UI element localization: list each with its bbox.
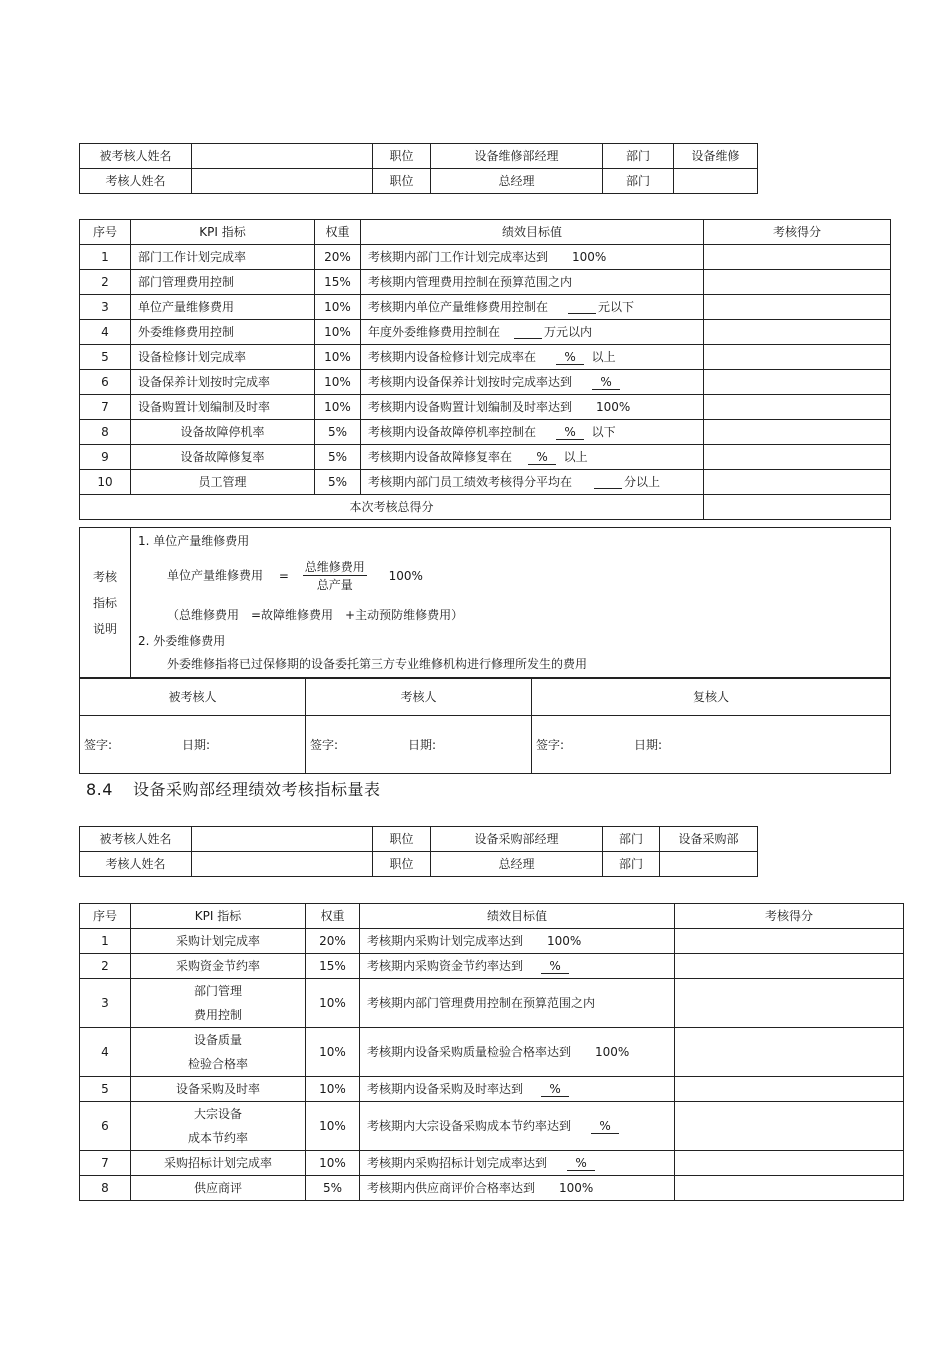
- notes-content: [131, 528, 891, 679]
- department-value: 设备采购部: [660, 827, 758, 852]
- section-title: [86, 777, 380, 800]
- table-row: [80, 295, 891, 320]
- col-header-no: 序号: [80, 220, 131, 245]
- kpi-target: [361, 270, 704, 295]
- table-row: [80, 420, 891, 445]
- sheet1-sign-table: [79, 677, 891, 774]
- department-value-field[interactable]: [660, 852, 758, 877]
- date-label: 日期:: [408, 737, 437, 752]
- department-label: 部门: [603, 827, 660, 852]
- kpi-target: [361, 320, 704, 345]
- percent-blank[interactable]: %: [567, 1156, 595, 1171]
- sheet2-kpi-table: [79, 903, 904, 1201]
- target-text: 考核期内设备保养计划按时完成率达到: [368, 374, 573, 389]
- table-row: [80, 1102, 904, 1151]
- sign-label: 签字:: [84, 737, 113, 752]
- score-field[interactable]: [704, 320, 891, 345]
- kpi-target: [360, 929, 675, 954]
- note-item1-title: 1. 单位产量维修费用: [138, 534, 250, 548]
- table-row: [80, 445, 891, 470]
- row-no: 5: [80, 345, 131, 370]
- table-row: [80, 395, 891, 420]
- note-formula-detail: （总维修费用 =故障维修费用 +主动预防维修费用）: [167, 608, 464, 622]
- kpi-weight: 5%: [315, 445, 361, 470]
- row-no: 8: [80, 1176, 131, 1201]
- evaluator-name-field[interactable]: [192, 852, 373, 877]
- kpi-target: [361, 470, 704, 495]
- row-no: 3: [80, 979, 131, 1028]
- kpi-target: [361, 395, 704, 420]
- table-row: [80, 954, 904, 979]
- evaluatee-name-field[interactable]: [192, 827, 373, 852]
- kpi-name-line: 设备质量: [193, 1033, 242, 1047]
- role-evaluatee: 被考核人: [80, 678, 306, 716]
- kpi-weight: 10%: [315, 320, 361, 345]
- notes-label-line: 指标: [92, 596, 117, 610]
- kpi-target: [360, 1102, 675, 1151]
- kpi-name: 设备检修计划完成率: [131, 345, 315, 370]
- notes-label-line: 考核: [92, 570, 117, 584]
- kpi-name: 员工管理: [131, 470, 315, 495]
- kpi-target: [361, 245, 704, 270]
- note-formula: [167, 560, 423, 592]
- sign-cell-reviewer[interactable]: [532, 716, 891, 774]
- table-row: [80, 320, 891, 345]
- table-row: [80, 929, 904, 954]
- kpi-weight: 10%: [315, 295, 361, 320]
- kpi-name-line: 成本节约率: [187, 1131, 248, 1145]
- col-header-no: 序号: [80, 904, 131, 929]
- score-field[interactable]: [704, 345, 891, 370]
- col-header-weight: 权重: [315, 220, 361, 245]
- formula-fraction: [303, 560, 367, 592]
- col-header-score: 考核得分: [675, 904, 904, 929]
- row-no: 5: [80, 1077, 131, 1102]
- kpi-name: [131, 1102, 306, 1151]
- kpi-weight: 10%: [306, 1028, 360, 1077]
- department-label: 部门: [603, 169, 674, 194]
- target-suffix: 100%: [595, 1045, 630, 1059]
- target-suffix: 万元以内: [544, 325, 593, 339]
- kpi-weight: 10%: [306, 1077, 360, 1102]
- score-field[interactable]: [675, 1176, 904, 1201]
- kpi-name: 供应商评: [131, 1176, 306, 1201]
- formula-numerator: 总维修费用: [304, 560, 365, 574]
- kpi-name: 部门工作计划完成率: [131, 245, 315, 270]
- role-reviewer: 复核人: [532, 678, 891, 716]
- target-text: 考核期内单位产量维修费用控制在: [368, 300, 549, 314]
- kpi-weight: 10%: [315, 370, 361, 395]
- kpi-weight: 5%: [315, 420, 361, 445]
- position-value: 总经理: [431, 169, 603, 194]
- evaluator-name-label: 考核人姓名: [80, 169, 192, 194]
- notes-label-line: 说明: [92, 622, 117, 636]
- kpi-weight: 10%: [306, 979, 360, 1028]
- target-text: 考核期内设备采购质量检验合格率达到: [367, 1045, 572, 1059]
- percent-blank[interactable]: %: [541, 959, 569, 974]
- kpi-target: [360, 1028, 675, 1077]
- col-header-weight: 权重: [306, 904, 360, 929]
- row-no: 3: [80, 295, 131, 320]
- row-no: 6: [80, 370, 131, 395]
- row-no: 4: [80, 320, 131, 345]
- score-field[interactable]: [704, 395, 891, 420]
- target-text: 考核期内部门管理费用控制在预算范围之内: [367, 996, 596, 1010]
- kpi-name: 采购招标计划完成率: [131, 1151, 306, 1176]
- row-no: 1: [80, 929, 131, 954]
- kpi-name: 设备故障修复率: [131, 445, 315, 470]
- role-evaluator: 考核人: [306, 678, 532, 716]
- position-label: 职位: [373, 169, 431, 194]
- score-field[interactable]: [704, 270, 891, 295]
- total-row: [80, 495, 891, 520]
- note-item2-title: 2. 外委维修费用: [138, 634, 226, 648]
- notes-label: [80, 528, 131, 679]
- sign-cell-evaluatee[interactable]: [80, 716, 306, 774]
- kpi-name: 设备购置计划编制及时率: [131, 395, 315, 420]
- target-text: 考核期内部门员工绩效考核得分平均在: [368, 475, 573, 489]
- kpi-target: [360, 954, 675, 979]
- kpi-name: [131, 1028, 306, 1077]
- score-field[interactable]: [675, 979, 904, 1028]
- kpi-target: [360, 1151, 675, 1176]
- kpi-name: 外委维修费用控制: [131, 320, 315, 345]
- date-label: 日期:: [182, 737, 211, 752]
- department-label: 部门: [603, 144, 674, 169]
- sheet1-kpi-table: [79, 219, 891, 520]
- target-text: 考核期内设备故障修复率在: [368, 449, 513, 464]
- formula-factor: 100%: [388, 568, 423, 583]
- col-header-kpi: KPI 指标: [131, 904, 306, 929]
- score-field[interactable]: [675, 1102, 904, 1151]
- section-number: 8.4: [86, 780, 113, 799]
- kpi-name: 采购计划完成率: [131, 929, 306, 954]
- col-header-kpi: KPI 指标: [131, 220, 315, 245]
- kpi-weight: 10%: [315, 395, 361, 420]
- kpi-name: 采购资金节约率: [131, 954, 306, 979]
- position-value: 设备维修部经理: [431, 144, 603, 169]
- target-text: 考核期内采购招标计划完成率达到: [367, 1155, 548, 1170]
- total-score-label: 本次考核总得分: [80, 495, 704, 520]
- kpi-weight: 5%: [306, 1176, 360, 1201]
- fill-blank[interactable]: [568, 301, 596, 314]
- kpi-target: [361, 420, 704, 445]
- fill-blank[interactable]: [514, 326, 542, 339]
- kpi-weight: 20%: [306, 929, 360, 954]
- kpi-target: [360, 979, 675, 1028]
- row-no: 7: [80, 1151, 131, 1176]
- kpi-weight: 5%: [315, 470, 361, 495]
- evaluatee-name-label: 被考核人姓名: [80, 144, 192, 169]
- kpi-target: [361, 370, 704, 395]
- kpi-name-line: 部门管理: [193, 984, 242, 998]
- target-text: 考核期内采购资金节约率达到: [367, 958, 524, 973]
- department-label: 部门: [603, 852, 660, 877]
- row-no: 8: [80, 420, 131, 445]
- kpi-name-line: 费用控制: [193, 1008, 242, 1022]
- target-text: 考核期内设备购置计划编制及时率达到: [368, 400, 573, 414]
- target-text: 考核期内采购计划完成率达到: [367, 934, 524, 948]
- percent-blank[interactable]: %: [528, 450, 556, 465]
- percent-blank[interactable]: %: [556, 350, 584, 365]
- score-field[interactable]: [675, 1028, 904, 1077]
- kpi-weight: 10%: [306, 1151, 360, 1176]
- row-no: 2: [80, 270, 131, 295]
- score-field[interactable]: [704, 470, 891, 495]
- table-row: [80, 1151, 904, 1176]
- percent-blank[interactable]: %: [592, 375, 620, 390]
- kpi-name: 部门管理费用控制: [131, 270, 315, 295]
- position-value: 设备采购部经理: [431, 827, 603, 852]
- fill-blank[interactable]: [594, 476, 622, 489]
- target-text: 考核期内设备故障停机率控制在: [368, 424, 537, 439]
- kpi-weight: 10%: [306, 1102, 360, 1151]
- kpi-weight: 10%: [315, 345, 361, 370]
- row-no: 7: [80, 395, 131, 420]
- score-field[interactable]: [704, 445, 891, 470]
- target-text: 考核期内设备采购及时率达到: [367, 1081, 524, 1096]
- col-header-score: 考核得分: [704, 220, 891, 245]
- score-field[interactable]: [675, 1151, 904, 1176]
- target-suffix: 以上: [591, 349, 616, 364]
- department-value-field[interactable]: [674, 169, 758, 194]
- position-value: 总经理: [431, 852, 603, 877]
- target-text: 考核期内大宗设备采购成本节约率达到: [367, 1118, 572, 1133]
- evaluator-name-field[interactable]: [192, 169, 373, 194]
- kpi-name: 设备采购及时率: [131, 1077, 306, 1102]
- formula-eq: =: [278, 568, 289, 583]
- score-field[interactable]: [675, 929, 904, 954]
- table-row: [80, 1176, 904, 1201]
- department-value: 设备维修: [674, 144, 758, 169]
- kpi-name: [131, 979, 306, 1028]
- formula-denominator: 总产量: [316, 578, 353, 592]
- score-field[interactable]: [675, 1077, 904, 1102]
- target-text: 考核期内管理费用控制在预算范围之内: [368, 275, 573, 289]
- kpi-name-line: 检验合格率: [187, 1057, 248, 1071]
- score-field[interactable]: [704, 245, 891, 270]
- sheet1-header-table: [79, 143, 758, 194]
- date-label: 日期:: [634, 737, 663, 752]
- evaluator-name-label: 考核人姓名: [80, 852, 192, 877]
- table-row: [80, 1077, 904, 1102]
- target-suffix: 100%: [559, 1181, 594, 1195]
- row-no: 6: [80, 1102, 131, 1151]
- table-row: [80, 470, 891, 495]
- target-suffix: 分以上: [624, 475, 661, 489]
- sheet1-notes-table: [79, 527, 891, 679]
- kpi-target: [360, 1176, 675, 1201]
- note-item2-text: 外委维修指将已过保修期的设备委托第三方专业维修机构进行修理所发生的费用: [167, 657, 588, 671]
- score-field[interactable]: [704, 295, 891, 320]
- target-text: 考核期内设备检修计划完成率在: [368, 349, 537, 364]
- target-suffix: 元以下: [598, 300, 635, 314]
- percent-blank[interactable]: %: [591, 1119, 619, 1134]
- kpi-name: 单位产量维修费用: [131, 295, 315, 320]
- table-row: [80, 1028, 904, 1077]
- sign-cell-evaluator[interactable]: [306, 716, 532, 774]
- position-label: 职位: [373, 144, 431, 169]
- kpi-name: 设备保养计划按时完成率: [131, 370, 315, 395]
- kpi-target: [361, 345, 704, 370]
- score-field[interactable]: [675, 954, 904, 979]
- kpi-weight: 15%: [306, 954, 360, 979]
- kpi-target: [360, 1077, 675, 1102]
- target-suffix: 以上: [563, 449, 588, 464]
- target-suffix: 以下: [591, 424, 616, 439]
- table-row: [80, 370, 891, 395]
- col-header-target: 绩效目标值: [360, 904, 675, 929]
- sign-label: 签字:: [536, 737, 565, 752]
- col-header-target: 绩效目标值: [361, 220, 704, 245]
- kpi-target: [361, 295, 704, 320]
- row-no: 4: [80, 1028, 131, 1077]
- position-label: 职位: [373, 827, 431, 852]
- row-no: 1: [80, 245, 131, 270]
- table-row: [80, 245, 891, 270]
- target-suffix: 100%: [547, 934, 582, 948]
- target-text: 考核期内供应商评价合格率达到: [367, 1181, 536, 1195]
- percent-blank[interactable]: %: [541, 1082, 569, 1097]
- evaluatee-name-field[interactable]: [192, 144, 373, 169]
- target-text: 年度外委维修费用控制在: [368, 325, 501, 339]
- score-field[interactable]: [704, 370, 891, 395]
- kpi-target: [361, 445, 704, 470]
- target-suffix: 100%: [572, 250, 607, 264]
- target-text: 考核期内部门工作计划完成率达到: [368, 250, 549, 264]
- total-score-field[interactable]: [704, 495, 891, 520]
- section-heading: 设备采购部经理绩效考核指标量表: [132, 780, 381, 799]
- kpi-weight: 15%: [315, 270, 361, 295]
- kpi-name: 设备故障停机率: [131, 420, 315, 445]
- evaluatee-name-label: 被考核人姓名: [80, 827, 192, 852]
- percent-blank[interactable]: %: [556, 425, 584, 440]
- position-label: 职位: [373, 852, 431, 877]
- sheet2-header-table: [79, 826, 758, 877]
- table-row: [80, 979, 904, 1028]
- row-no: 9: [80, 445, 131, 470]
- sign-label: 签字:: [310, 737, 339, 752]
- target-suffix: 100%: [596, 400, 631, 414]
- kpi-weight: 20%: [315, 245, 361, 270]
- score-field[interactable]: [704, 420, 891, 445]
- kpi-name-line: 大宗设备: [193, 1107, 242, 1121]
- row-no: 10: [80, 470, 131, 495]
- formula-left: 单位产量维修费用: [167, 568, 264, 583]
- table-row: [80, 270, 891, 295]
- row-no: 2: [80, 954, 131, 979]
- table-row: [80, 345, 891, 370]
